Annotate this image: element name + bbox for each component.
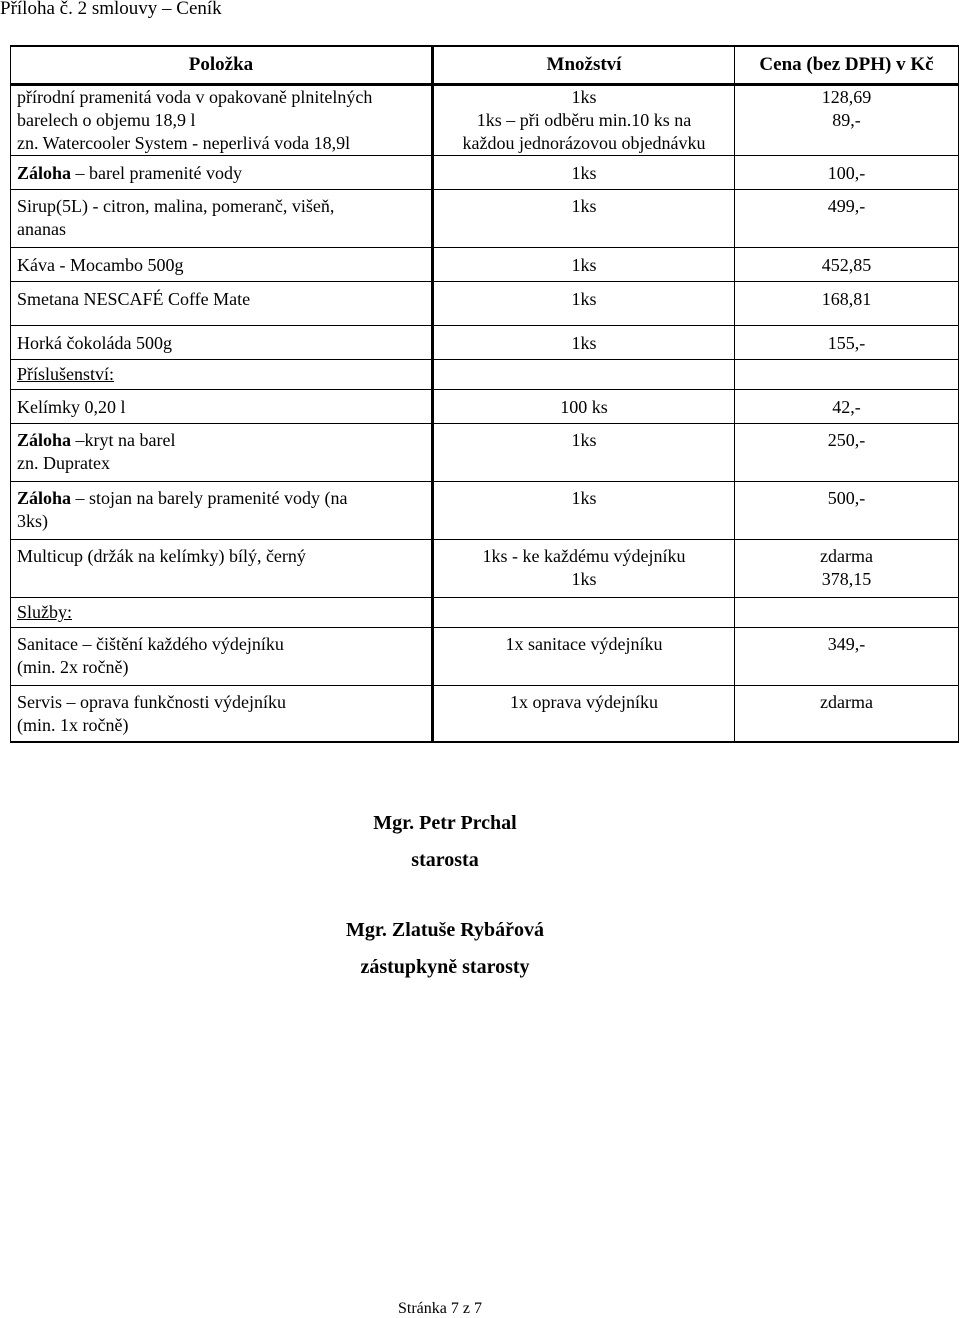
- quantity-cell: [433, 424, 735, 482]
- quantity-cell: [433, 686, 735, 742]
- table-row: [11, 482, 959, 540]
- quantity-cell: [433, 282, 735, 326]
- price-value: 250,-: [827, 430, 866, 450]
- section-heading-accessories: Příslušenství:: [17, 364, 115, 384]
- item-text: Kelímky 0,20 l: [17, 397, 126, 417]
- section-heading-services: Služby:: [17, 602, 73, 622]
- table-row: [11, 282, 959, 326]
- item-cell: [11, 248, 433, 282]
- item-line: ananas: [17, 219, 66, 239]
- price-cell: [735, 326, 959, 360]
- table-row: [11, 156, 959, 190]
- quantity-line: 1ks - ke každému výdejníku: [482, 546, 686, 566]
- quantity-cell: [433, 156, 735, 190]
- signatory-name: Mgr. Zlatuše Rybářová: [346, 919, 544, 941]
- quantity-value: 1ks: [571, 163, 597, 183]
- table-row: [11, 628, 959, 686]
- price-cell: [735, 190, 959, 248]
- item-cell: [11, 282, 433, 326]
- price-cell: [735, 686, 959, 742]
- item-cell: [11, 628, 433, 686]
- item-cell: [11, 156, 433, 190]
- quantity-cell: [433, 326, 735, 360]
- price-cell: [735, 482, 959, 540]
- item-line: zn. Dupratex: [17, 453, 110, 473]
- signatory-role: starosta: [411, 849, 479, 871]
- item-cell: [11, 190, 433, 248]
- item-text: – stojan na barely pramenité vody (na: [71, 488, 348, 508]
- price-value: 100,-: [827, 163, 866, 183]
- quantity-line: 1ks: [571, 569, 597, 589]
- deposit-label: Záloha: [17, 488, 72, 508]
- price-cell: [735, 390, 959, 424]
- empty-cell: [735, 360, 959, 390]
- empty-cell: [433, 360, 735, 390]
- deposit-label: Záloha: [17, 163, 72, 183]
- section-cell: [11, 598, 433, 628]
- table-row: [11, 190, 959, 248]
- price-cell: [735, 424, 959, 482]
- price-cell: [735, 248, 959, 282]
- table-section-row: [11, 598, 959, 628]
- document-title: Příloha č. 2 smlouvy – Ceník: [0, 0, 222, 19]
- item-line: Servis – oprava funkčnosti výdejníku: [17, 692, 286, 712]
- item-text: Smetana NESCAFÉ Coffe Mate: [17, 289, 251, 309]
- price-cell: [735, 282, 959, 326]
- price-cell: [735, 540, 959, 598]
- price-value: 349,-: [827, 634, 866, 654]
- table-row: [11, 248, 959, 282]
- quantity-cell: [433, 540, 735, 598]
- table-row: [11, 540, 959, 598]
- quantity-value: 1ks: [571, 255, 597, 275]
- table-row: [11, 390, 959, 424]
- section-cell: [11, 360, 433, 390]
- item-line: (min. 1x ročně): [17, 715, 129, 735]
- price-value: 42,-: [832, 397, 861, 417]
- table-header-row: [11, 46, 959, 85]
- column-header-price: Cena (bez DPH) v Kč: [735, 46, 959, 85]
- quantity-cell: [433, 628, 735, 686]
- deposit-label: Záloha: [17, 430, 72, 450]
- item-line: (min. 2x ročně): [17, 657, 129, 677]
- quantity-value: 1ks: [571, 196, 597, 216]
- quantity-value: 1ks: [571, 289, 597, 309]
- price-value: zdarma: [820, 692, 873, 712]
- column-header-item: Položka: [11, 46, 433, 85]
- quantity-value: 1x sanitace výdejníku: [505, 634, 663, 654]
- item-line: zn. Watercooler System - neperlivá voda 18,9l: [17, 133, 351, 153]
- empty-cell: [433, 598, 735, 628]
- item-text: Multicup (držák na kelímky) bílý, černý: [17, 546, 306, 566]
- quantity-value: 1x oprava výdejníku: [510, 692, 658, 712]
- price-line: 128,69: [821, 87, 872, 107]
- quantity-value: 100 ks: [560, 397, 608, 417]
- quantity-cell: [433, 190, 735, 248]
- empty-cell: [735, 598, 959, 628]
- signatory-name: Mgr. Petr Prchal: [373, 812, 517, 834]
- item-cell: [11, 424, 433, 482]
- item-line: 3ks): [17, 511, 48, 531]
- quantity-cell: [433, 390, 735, 424]
- price-value: 168,81: [821, 289, 872, 309]
- quantity-cell: [433, 248, 735, 282]
- table-row: [11, 424, 959, 482]
- item-line: barelech o objemu 18,9 l: [17, 110, 196, 130]
- price-line: zdarma: [820, 546, 873, 566]
- quantity-line: 1ks – při odběru min.10 ks na: [476, 110, 692, 130]
- price-cell: [735, 85, 959, 156]
- quantity-line: každou jednorázovou objednávku: [462, 133, 706, 153]
- item-line: přírodní pramenitá voda v opakovaně plnitelných: [17, 87, 373, 107]
- price-line: 89,-: [832, 110, 861, 130]
- item-line: Sanitace – čištění každého výdejníku: [17, 634, 284, 654]
- price-cell: [735, 628, 959, 686]
- quantity-cell: [433, 482, 735, 540]
- quantity-value: 1ks: [571, 430, 597, 450]
- table-row: [11, 326, 959, 360]
- signature-block: [300, 805, 590, 986]
- item-line: Sirup(5L) - citron, malina, pomeranč, višeň,: [17, 196, 335, 216]
- item-text: Káva - Mocambo 500g: [17, 255, 184, 275]
- item-text: Horká čokoláda 500g: [17, 333, 172, 353]
- item-cell: [11, 482, 433, 540]
- item-cell: [11, 85, 433, 156]
- quantity-line: 1ks: [571, 87, 597, 107]
- price-line: 378,15: [821, 569, 872, 589]
- item-text: – barel pramenité vody: [71, 163, 242, 183]
- table-row: [11, 85, 959, 156]
- price-value: 452,85: [821, 255, 872, 275]
- quantity-value: 1ks: [571, 333, 597, 353]
- table-row: [11, 686, 959, 742]
- table-section-row: [11, 360, 959, 390]
- price-value: 499,-: [827, 196, 866, 216]
- signatory-role: zástupkyně starosty: [360, 956, 530, 978]
- price-value: 155,-: [827, 333, 866, 353]
- item-cell: [11, 390, 433, 424]
- item-cell: [11, 686, 433, 742]
- item-cell: [11, 326, 433, 360]
- quantity-cell: [433, 85, 735, 156]
- item-text: –kryt na barel: [71, 430, 176, 450]
- quantity-value: 1ks: [571, 488, 597, 508]
- column-header-quantity: Množství: [433, 46, 735, 85]
- page-number: Stránka 7 z 7: [398, 1300, 482, 1317]
- item-cell: [11, 540, 433, 598]
- price-value: 500,-: [827, 488, 866, 508]
- price-table: [10, 45, 959, 743]
- price-cell: [735, 156, 959, 190]
